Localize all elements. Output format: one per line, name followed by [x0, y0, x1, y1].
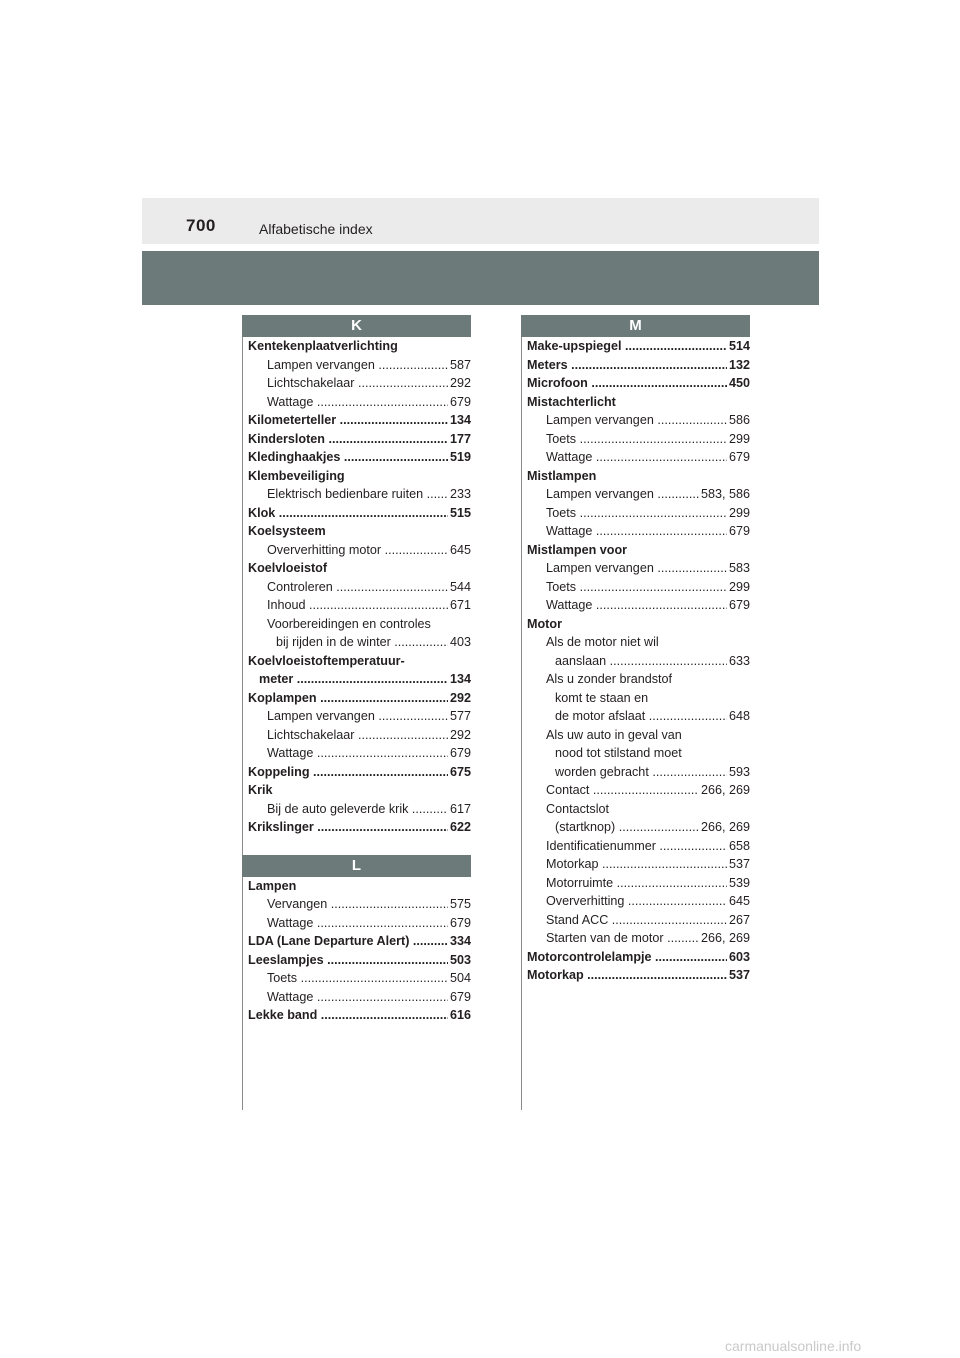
entry-page-ref[interactable]: 292 — [448, 726, 471, 745]
index-entry — [527, 541, 750, 560]
entry-term: Toets ..... — [546, 430, 750, 449]
entry-term: Mistlampen — [527, 468, 597, 483]
entry-page-ref[interactable]: 266, 269 — [699, 929, 750, 948]
letter-header: K — [242, 315, 471, 337]
entry-term: Lampen vervangen ..... — [546, 559, 750, 578]
entry-term: LDA (Lane Departure Alert) ..... — [248, 932, 471, 951]
entry-term: Koelvloeistoftemperatuur- — [248, 653, 405, 668]
index-entry — [248, 744, 471, 763]
entry-term: Kledinghaakjes ..... — [248, 448, 471, 467]
index-entry — [248, 800, 471, 819]
index-entry — [527, 837, 750, 856]
entry-page-ref[interactable]: 539 — [727, 874, 750, 893]
entry-term: Motorkap ..... — [546, 855, 750, 874]
entry-page-ref[interactable]: 658 — [727, 837, 750, 856]
index-entry — [527, 485, 750, 504]
index-entry — [527, 726, 750, 745]
index-entry — [527, 818, 750, 837]
entry-term: Motorcontrolelampje ..... — [527, 948, 750, 967]
entry-term: Wattage ..... — [267, 988, 471, 1007]
index-entry — [527, 578, 750, 597]
entry-term: Kindersloten ..... — [248, 430, 471, 449]
index-entry — [527, 911, 750, 930]
letter-header: L — [242, 855, 471, 877]
entry-page-ref[interactable]: 603 — [727, 948, 750, 967]
index-entry — [248, 969, 471, 988]
index-entry — [527, 356, 750, 375]
entry-page-ref[interactable]: 334 — [448, 932, 471, 951]
entry-term: Motor — [527, 616, 562, 631]
header-strip — [142, 198, 819, 244]
entry-term: Wattage ..... — [267, 393, 471, 412]
index-entry — [527, 892, 750, 911]
entry-page-ref[interactable]: 679 — [448, 914, 471, 933]
entry-page-ref[interactable]: 586 — [727, 411, 750, 430]
entry-page-ref[interactable]: 299 — [727, 430, 750, 449]
index-column-left — [242, 315, 471, 1110]
entry-page-ref[interactable]: 671 — [448, 596, 471, 615]
entry-page-ref[interactable]: 645 — [727, 892, 750, 911]
entry-term: Inhoud ..... — [267, 596, 471, 615]
entry-term: Toets ..... — [267, 969, 471, 988]
entry-term: aanslaan ..... — [555, 652, 750, 671]
entry-page-ref[interactable]: 679 — [448, 988, 471, 1007]
entry-term: Als uw auto in geval van — [546, 727, 682, 742]
index-entry — [527, 559, 750, 578]
index-entry — [527, 633, 750, 652]
entry-term: Make-upspiegel ..... — [527, 337, 750, 356]
entry-list — [243, 337, 471, 837]
index-entry — [527, 874, 750, 893]
entry-page-ref[interactable]: 679 — [727, 596, 750, 615]
index-entry — [527, 689, 750, 708]
index-column-right — [521, 315, 750, 1110]
entry-term: (startknop) ..... — [555, 818, 750, 837]
index-entry — [527, 948, 750, 967]
entry-term: Lampen vervangen ..... — [267, 356, 471, 375]
entry-term: Klok ..... — [248, 504, 471, 523]
index-entry — [248, 522, 471, 541]
entry-page-ref[interactable]: 679 — [448, 744, 471, 763]
entry-term: Als u zonder brandstof — [546, 672, 673, 686]
entry-term: nood tot stilstand moet — [555, 746, 682, 760]
entry-term: Voorbereidingen en controles — [267, 616, 431, 631]
index-entry — [248, 877, 471, 896]
entry-page-ref[interactable]: 575 — [448, 895, 471, 914]
index-entry — [248, 781, 471, 800]
entry-page-ref[interactable]: 583, 586 — [699, 485, 750, 504]
entry-term: Leeslampjes ..... — [248, 951, 471, 970]
page-number: 700 — [186, 216, 216, 235]
entry-term: Bij de auto geleverde krik ..... — [267, 800, 471, 819]
index-entry — [248, 726, 471, 745]
entry-page-ref[interactable]: 299 — [727, 578, 750, 597]
entry-page-ref[interactable]: 593 — [727, 763, 750, 782]
index-entry — [248, 763, 471, 782]
index-entry — [527, 393, 750, 412]
header-band — [142, 251, 819, 305]
index-entry — [248, 559, 471, 578]
index-entry — [527, 781, 750, 800]
index-entry — [527, 763, 750, 782]
index-entry — [248, 895, 471, 914]
entry-term: Koelvloeistof — [248, 561, 328, 575]
entry-page-ref[interactable]: 679 — [448, 393, 471, 412]
entry-page-ref[interactable]: 616 — [448, 1006, 471, 1025]
index-entry — [248, 988, 471, 1007]
entry-page-ref[interactable]: 266, 269 — [699, 818, 750, 837]
entry-page-ref[interactable]: 679 — [727, 522, 750, 541]
entry-page-ref[interactable]: 292 — [448, 374, 471, 393]
entry-term: bij rijden in de winter ..... — [276, 633, 471, 652]
entry-page-ref[interactable]: 648 — [727, 707, 750, 726]
entry-term: Wattage ..... — [546, 596, 750, 615]
entry-term: Wattage ..... — [267, 914, 471, 933]
entry-page-ref[interactable]: 504 — [448, 969, 471, 988]
entry-term: Toets ..... — [546, 578, 750, 597]
index-entry — [527, 504, 750, 523]
entry-term: Krikslinger ..... — [248, 818, 471, 837]
index-entry — [248, 914, 471, 933]
entry-term: worden gebracht ..... — [555, 763, 750, 782]
entry-page-ref[interactable]: 514 — [727, 337, 750, 356]
entry-page-ref[interactable]: 233 — [448, 485, 471, 504]
index-entry — [248, 615, 471, 634]
letter-header: M — [521, 315, 750, 337]
entry-term: Wattage ..... — [546, 448, 750, 467]
index-entry — [248, 448, 471, 467]
index-entry — [527, 966, 750, 985]
section-gap — [243, 837, 471, 855]
entry-page-ref[interactable]: 622 — [448, 818, 471, 837]
index-entry — [248, 670, 471, 689]
entry-term: Motorruimte ..... — [546, 874, 750, 893]
index-entry — [527, 744, 750, 763]
entry-page-ref[interactable]: 587 — [448, 356, 471, 375]
entry-page-ref[interactable]: 537 — [727, 966, 750, 985]
entry-term: Lichtschakelaar ..... — [267, 726, 471, 745]
index-entry — [248, 689, 471, 708]
entry-term: Stand ACC ..... — [546, 911, 750, 930]
entry-page-ref[interactable]: 267 — [727, 911, 750, 930]
entry-page-ref[interactable]: 177 — [448, 430, 471, 449]
entry-term: Koelsysteem — [248, 524, 326, 538]
entry-page-ref[interactable]: 633 — [727, 652, 750, 671]
entry-term: Lampen — [248, 878, 297, 893]
entry-term: Toets ..... — [546, 504, 750, 523]
index-entry — [248, 932, 471, 951]
entry-term: Krik — [248, 783, 273, 797]
index-entry — [527, 670, 750, 689]
index-entry — [248, 652, 471, 671]
entry-page-ref[interactable]: 617 — [448, 800, 471, 819]
entry-page-ref[interactable]: 515 — [448, 504, 471, 523]
entry-term: Kilometerteller ..... — [248, 411, 471, 430]
entry-term: Lekke band ..... — [248, 1006, 471, 1025]
entry-term: Motorkap ..... — [527, 966, 750, 985]
index-entry — [248, 504, 471, 523]
entry-term: de motor afslaat ..... — [555, 707, 750, 726]
entry-term: Lampen vervangen ..... — [546, 411, 750, 430]
index-entry — [527, 800, 750, 819]
index-entry — [527, 615, 750, 634]
entry-page-ref[interactable]: 134 — [448, 411, 471, 430]
index-entry — [248, 951, 471, 970]
index-entry — [248, 541, 471, 560]
index-entry — [248, 430, 471, 449]
index-entry — [248, 485, 471, 504]
entry-term: Oververhitting motor ..... — [267, 541, 471, 560]
entry-term: Koplampen ..... — [248, 689, 471, 708]
entry-term: Kentekenplaatverlichting — [248, 339, 398, 353]
entry-term: Lichtschakelaar ..... — [267, 374, 471, 393]
entry-page-ref[interactable]: 645 — [448, 541, 471, 560]
entry-page-ref[interactable]: 577 — [448, 707, 471, 726]
entry-term: Wattage ..... — [267, 744, 471, 763]
entry-term: Wattage ..... — [546, 522, 750, 541]
index-entry — [248, 596, 471, 615]
index-entry — [527, 855, 750, 874]
entry-term: Starten van de motor ..... — [546, 929, 750, 948]
watermark-logo: carmanualsonline.info — [725, 1338, 862, 1354]
index-entry — [248, 633, 471, 652]
index-entry — [248, 411, 471, 430]
index-entry — [527, 467, 750, 486]
index-entry — [248, 356, 471, 375]
index-entry — [527, 596, 750, 615]
entry-page-ref[interactable]: 675 — [448, 763, 471, 782]
entry-list — [243, 877, 471, 1025]
entry-page-ref[interactable]: 544 — [448, 578, 471, 597]
entry-page-ref[interactable]: 266, 269 — [699, 781, 750, 800]
entry-term: Mistlampen voor — [527, 542, 628, 557]
index-entry — [248, 393, 471, 412]
entry-page-ref[interactable]: 519 — [448, 448, 471, 467]
entry-page-ref[interactable]: 134 — [448, 670, 471, 689]
entry-term: Klembeveiliging — [248, 468, 345, 483]
entry-list — [522, 337, 750, 985]
index-entry — [527, 374, 750, 393]
entry-page-ref[interactable]: 450 — [727, 374, 750, 393]
index-entry — [248, 707, 471, 726]
index-entry — [527, 707, 750, 726]
entry-term: Lampen vervangen ..... — [267, 707, 471, 726]
entry-page-ref[interactable]: 503 — [448, 951, 471, 970]
entry-page-ref[interactable]: 583 — [727, 559, 750, 578]
entry-page-ref[interactable]: 299 — [727, 504, 750, 523]
entry-term: Contact ..... — [546, 781, 750, 800]
entry-term: meter ..... — [259, 670, 471, 689]
index-entry — [527, 430, 750, 449]
index-entry — [248, 578, 471, 597]
index-entry — [527, 411, 750, 430]
section-title: Alfabetische index — [259, 221, 373, 237]
entry-page-ref[interactable]: 679 — [727, 448, 750, 467]
index-entry — [527, 522, 750, 541]
entry-term: komt te staan en — [555, 690, 649, 705]
entry-term: Als de motor niet wil — [546, 635, 659, 649]
entry-term: Identificatienummer ..... — [546, 837, 750, 856]
entry-term: Lampen vervangen ..... — [546, 485, 750, 504]
entry-term: Vervangen ..... — [267, 895, 471, 914]
index-entry — [248, 374, 471, 393]
index-entry — [527, 652, 750, 671]
index-entry — [248, 818, 471, 837]
index-entry — [248, 1006, 471, 1025]
entry-term: Controleren ..... — [267, 578, 471, 597]
entry-term: Microfoon ..... — [527, 374, 750, 393]
index-entry — [527, 929, 750, 948]
entry-page-ref[interactable]: 537 — [727, 855, 750, 874]
index-entry — [527, 448, 750, 467]
entry-term: Meters ..... — [527, 356, 750, 375]
entry-term: Oververhitting ..... — [546, 892, 750, 911]
index-entry — [248, 337, 471, 356]
entry-term: Contactslot — [546, 801, 609, 816]
entry-term: Mistachterlicht — [527, 394, 616, 409]
entry-page-ref[interactable]: 292 — [448, 689, 471, 708]
index-entry — [248, 467, 471, 486]
index-entry — [527, 337, 750, 356]
entry-term: Elektrisch bedienbare ruiten ..... — [267, 485, 471, 504]
entry-term: Koppeling ..... — [248, 763, 471, 782]
entry-page-ref[interactable]: 403 — [448, 633, 471, 652]
entry-page-ref[interactable]: 132 — [727, 356, 750, 375]
